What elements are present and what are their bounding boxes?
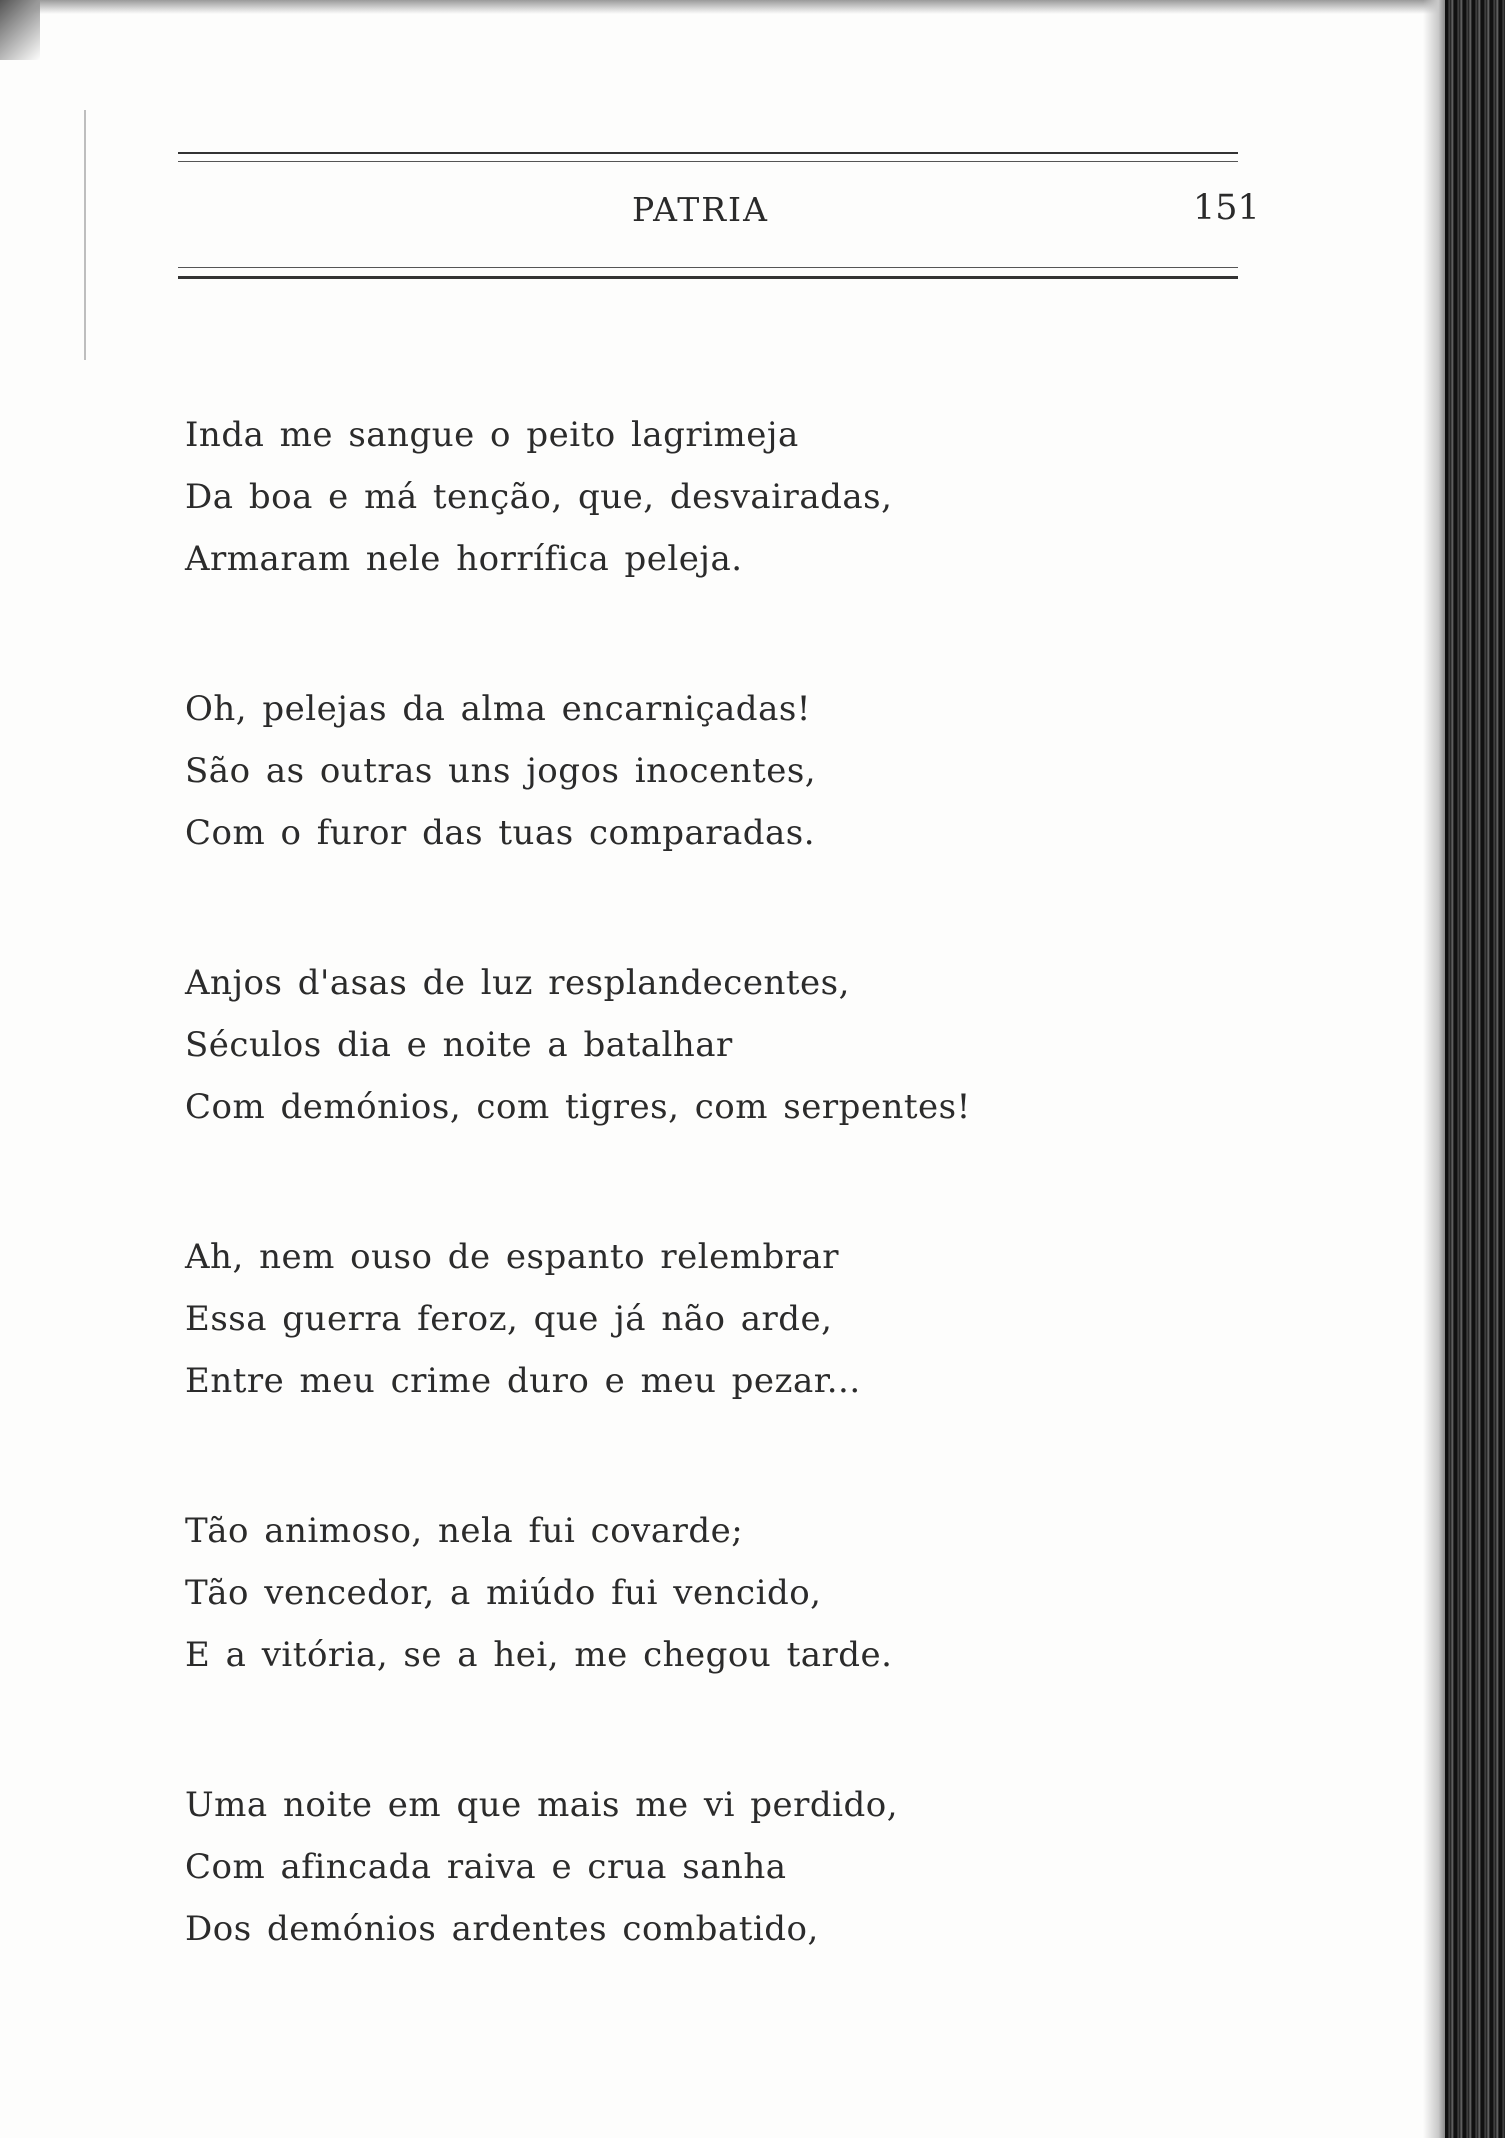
header-rule-top-thick: [178, 152, 1238, 154]
header-rule-top-thin: [178, 161, 1238, 162]
header-rule-bottom-thick: [178, 276, 1238, 279]
poem-line: Com o furor das tuas comparadas.: [185, 813, 816, 853]
scan-shadow-top: [0, 0, 1505, 14]
stanza: [185, 404, 1185, 590]
poem-line: Com afincada raiva e crua sanha: [185, 1847, 787, 1887]
scan-shadow-edge: [1423, 0, 1445, 2138]
poem-line: Dos demónios ardentes combatido,: [185, 1909, 819, 1949]
poem-line: Séculos dia e noite a batalhar: [185, 1025, 733, 1065]
poem-line: São as outras uns jogos inocentes,: [185, 751, 817, 791]
running-title: PATRIA: [632, 190, 769, 229]
page-number: 151: [1193, 188, 1260, 228]
poem-line: Ah, nem ouso de espanto relembrar: [185, 1237, 840, 1277]
poem-line: Tão animoso, nela fui covarde;: [185, 1511, 744, 1551]
stanza: [185, 1500, 1185, 1686]
poem-line: Tão vencedor, a miúdo fui vencido,: [185, 1573, 822, 1613]
stanza: [185, 1226, 1185, 1412]
book-binding-edge: [1445, 0, 1505, 2138]
poem-line: Inda me sangue o peito lagrimeja: [185, 415, 799, 455]
stanza: [185, 678, 1185, 864]
poem-body: [185, 404, 1185, 2048]
poem-line: Anjos d'asas de luz resplandecentes,: [185, 963, 850, 1003]
poem-line: Essa guerra feroz, que já não arde,: [185, 1299, 833, 1339]
poem-line: Uma noite em que mais me vi perdido,: [185, 1785, 899, 1825]
poem-line: E a vitória, se a hei, me chegou tarde.: [185, 1635, 893, 1675]
poem-line: Da boa e má tenção, que, desvairadas,: [185, 477, 893, 517]
poem-line: Com demónios, com tigres, com serpentes!: [185, 1087, 971, 1127]
poem-line: Armaram nele horrífica peleja.: [185, 539, 743, 579]
margin-mark: [84, 110, 86, 360]
header-rule-bottom-thin: [178, 267, 1238, 268]
poem-line: Entre meu crime duro e meu pezar...: [185, 1361, 861, 1401]
stanza: [185, 952, 1185, 1138]
scan-shadow-corner: [0, 0, 40, 60]
stanza: [185, 1774, 1185, 1960]
poem-line: Oh, pelejas da alma encarniçadas!: [185, 689, 811, 729]
